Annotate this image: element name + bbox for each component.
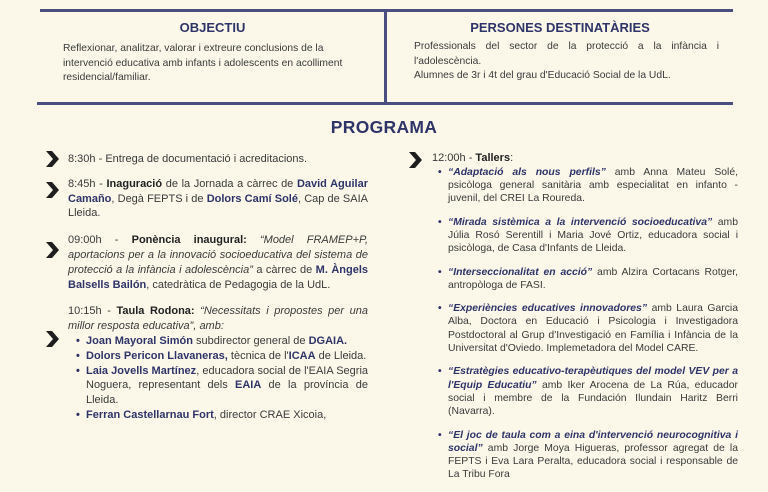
workshop-text: amb Iker Arocena de La Rúa, educador social i membre de la Fundación Ilundain Haritz Berri (Navarra). <box>448 379 738 418</box>
chevron-right-icon <box>44 241 62 259</box>
event-label: Taula Rodona: <box>116 305 195 318</box>
time: 12:00h - <box>432 152 476 164</box>
workshop-text: amb Jorge Moya Higueras, professor agregat de la FEPTS i Eva Lara Peralta, educadora social i responsable de La Tribu Fora <box>448 442 738 481</box>
workshop-item <box>438 166 738 206</box>
text: , Cap de SAIA Lleida. <box>68 192 368 220</box>
event-label: Inaguració <box>106 177 163 190</box>
round-table-members <box>68 334 368 423</box>
workshop-item <box>438 365 738 418</box>
program-item-1015 <box>68 304 368 422</box>
destinataries-text <box>414 40 719 84</box>
text: subdirector general de <box>192 334 309 347</box>
objectiu-text: Reflexionar, analitzar, valorar i extreure conclusions de la intervenció educativa amb infants i adolescents en acolliment residencial/familiar. <box>63 43 343 83</box>
text: de la província de Lleida. <box>86 379 368 407</box>
bottom-rule <box>37 102 733 105</box>
top-rule-right <box>385 9 733 12</box>
chevron-right-icon <box>44 150 62 168</box>
workshop-title: “Interseccionalitat en acció” <box>448 266 593 278</box>
colon: : <box>510 152 514 164</box>
event-label: Ponència inaugural: <box>131 234 247 247</box>
text: tècnica de l' <box>227 349 289 362</box>
workshop-item <box>438 216 738 256</box>
workshop-text: amb Laura Garcia Alba, Doctora en Educació i Psicologia i Investigadora Postdoctoral al Grup d'Investigació en Família i Infància de la Universitat d'Oviedo. Implemetadora del Model CARE. <box>448 303 738 355</box>
destinataries-line1: Professionals del sector de la protecció a la infància i l'adolescència. <box>414 41 719 67</box>
program-item-0900 <box>68 233 368 292</box>
org: DGAIA. <box>308 334 348 347</box>
workshop-text: amb Júlia Rosó Serentill i Maria Jové Ortiz, educadora social i psicòloga, de Casa d'Infants de Lleida. <box>448 216 738 255</box>
member-item <box>76 349 368 364</box>
talk-title: “Necessitats i propostes per una millor resposta educativa”, amb: <box>68 305 368 333</box>
time: 8:30h - <box>68 153 106 165</box>
speaker-name: Dolors Camí Solé <box>206 192 298 205</box>
text: , educadora social de l'EAIA Segria Noguera, representant dels <box>86 364 369 392</box>
program-item-0845 <box>68 177 368 221</box>
member-name: Joan Mayoral Simón <box>86 334 193 347</box>
member-item <box>76 364 368 408</box>
time: 10:15h - <box>68 305 117 318</box>
workshop-title: “El joc de taula com a eina d'intervenció neurocognitiva i social” <box>448 429 738 454</box>
chevron-right-icon <box>44 181 62 199</box>
speaker-name: M. Àngels Balsells Bailón <box>68 263 369 291</box>
destinataries-line2: Alumnes de 3r i 4t del grau d'Educació Social de la UdL. <box>414 70 671 81</box>
text: de la Jornada a càrrec de <box>162 177 297 190</box>
member-item <box>76 408 368 423</box>
talk-title: “Model FRAMEP+P, aportacions per a la innovació socioeducativa del sistema de protecció a la infància i adolescència” <box>68 234 368 276</box>
text: , catedràtica de Pedagogia de la UdL. <box>146 278 331 291</box>
workshop-list <box>432 166 738 482</box>
text: , director CRAE Xicoia, <box>213 408 327 421</box>
workshop-item <box>438 266 738 293</box>
text: , Degà FEPTS i de <box>111 192 207 205</box>
top-rule-left <box>40 9 385 12</box>
org: ICAA <box>288 349 316 362</box>
workshop-title: “Experiències educatives innovadores” <box>448 303 648 315</box>
workshop-title: “Mirada sistèmica a la intervenció socioeducativa” <box>448 216 713 228</box>
workshop-title: “Estratègies educativo-terapèutiques del model VEV per a l'Equip Educatiu” <box>448 366 738 391</box>
workshop-text: amb Anna Mateu Solé, psicòloga general sanitària amb especialitat en infanto - juvenil, del CREI La Roureda. <box>448 166 739 205</box>
speaker-name: David Aguilar Camaño <box>68 177 369 205</box>
workshop-text: amb Alzira Cortacans Rotger, antropòloga de FASI. <box>448 266 739 291</box>
tallers-heading <box>432 151 738 166</box>
program-item-0830 <box>68 152 368 167</box>
chevron-right-icon <box>407 151 425 169</box>
workshop-item <box>438 429 738 482</box>
chevron-right-icon <box>44 330 62 348</box>
time: 8:45h - <box>68 177 107 190</box>
programa-title: PROGRAMA <box>330 117 438 137</box>
workshop-item <box>438 302 738 355</box>
member-name: Laia Jovells Martínez <box>86 364 197 377</box>
member-name: Ferran Castellarnau Fort <box>86 408 214 421</box>
org: EAIA <box>234 379 262 392</box>
text: de Lleida. <box>315 349 367 362</box>
member-item <box>76 334 368 349</box>
text: a càrrec de <box>252 263 316 276</box>
program-right-column <box>432 151 738 492</box>
tallers-label: Tallers <box>475 152 511 164</box>
program-left-column <box>68 152 368 435</box>
member-name: Dolors Pericon Llavaneras, <box>86 349 228 362</box>
time: 09:00h - <box>68 234 132 247</box>
workshop-title: “Adaptació als nous perfils” <box>448 166 606 178</box>
item-text: Entrega de documentació i acreditacions. <box>105 153 308 165</box>
destinataries-title: PERSONES DESTINATÀRIES <box>470 20 650 35</box>
objectiu-title: OBJECTIU <box>179 20 246 35</box>
